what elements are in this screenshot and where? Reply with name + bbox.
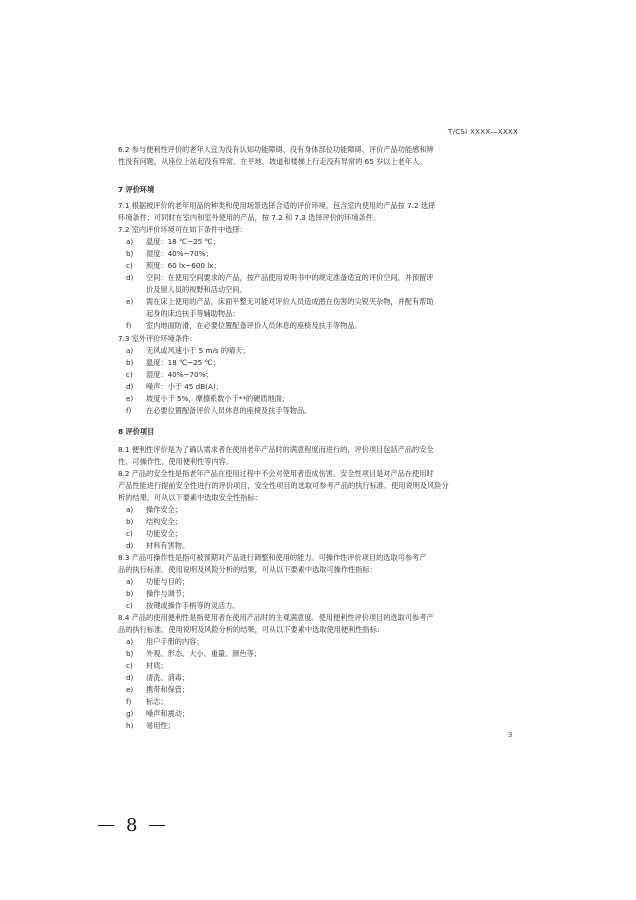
list-item <box>118 540 528 552</box>
text-line: 环境条件；可同时在室内和室外使用的产品，按 7.2 和 7.3 选择评价的环境条件。 <box>118 213 381 222</box>
list-text: 湿度：40%~70%； <box>146 370 213 379</box>
list-marker <box>126 284 140 296</box>
list-text: 在必要位置配备评价人员休息的座椅及扶手等物品。 <box>146 406 312 415</box>
list-marker: d) <box>126 382 134 391</box>
list-text: 清洗、消毒； <box>146 673 190 682</box>
list-marker: d) <box>126 273 134 282</box>
text-line: 8.2 产品的安全性是指老年产品在使用过程中不会对使用者造成伤害。安全性项目是对产品在使用时 <box>118 469 434 478</box>
list-marker: b) <box>126 358 134 367</box>
list-7-3 <box>118 345 528 417</box>
list-item <box>118 504 528 516</box>
text-line: 品的执行标准、使用说明及风险分析的结果，可从以下要素中选取使用便利性指标： <box>118 625 384 634</box>
list-item <box>118 308 528 320</box>
clause-8-3 <box>118 552 528 576</box>
list-item <box>118 369 528 381</box>
list-item <box>118 684 528 696</box>
list-item <box>118 320 528 332</box>
list-item <box>118 272 528 284</box>
list-marker: f) <box>126 321 132 330</box>
list-item <box>118 648 528 660</box>
list-marker: c) <box>126 261 133 270</box>
list-item <box>118 672 528 684</box>
list-text: 功能与目的； <box>146 577 190 586</box>
list-marker: d) <box>126 673 134 682</box>
document-code: T/CSI XXXX—XXXX <box>448 128 519 136</box>
list-marker: c) <box>126 529 133 538</box>
list-marker: a) <box>126 237 134 246</box>
list-text: 易用性； <box>146 721 175 730</box>
clause-7-3 <box>118 333 528 345</box>
list-text: 功能安全； <box>146 529 182 538</box>
list-text: 价及留人员的视野和活动空间。 <box>146 285 247 294</box>
list-marker: b) <box>126 249 134 258</box>
list-text: 温度：18 ℃~25 ℃； <box>146 358 220 367</box>
list-text: 材料有害物。 <box>146 541 190 550</box>
list-8-3 <box>118 576 528 612</box>
list-7-2 <box>118 236 528 332</box>
list-item <box>118 636 528 648</box>
list-marker: b) <box>126 649 134 658</box>
list-8-2 <box>118 504 528 552</box>
list-item <box>118 284 528 296</box>
list-marker: b) <box>126 589 134 598</box>
list-text: 携带和保管； <box>146 685 190 694</box>
text-line: 品的执行标准、使用说明及风险分析的结果，可从以下要素中选取可操作性指标： <box>118 565 377 574</box>
list-text: 标志； <box>146 697 168 706</box>
list-marker: d) <box>126 541 134 550</box>
list-marker: g) <box>126 709 134 718</box>
page-number: 3 <box>508 731 513 739</box>
list-text: 无风或风速小于 5 m/s 的晴天； <box>146 346 250 355</box>
list-text: 噪声和震动； <box>146 709 190 718</box>
clause-6-2 <box>118 144 528 168</box>
list-marker: f) <box>126 406 132 415</box>
list-text: 照度：60 lx~600 lx； <box>146 261 221 270</box>
list-item <box>118 696 528 708</box>
list-item <box>118 248 528 260</box>
text-line: 8.4 产品的使用便利性是指使用者在使用产品时的主观满意度。使用便利性评价项目的选取可参考产 <box>118 613 434 622</box>
text-line: 产品性能进行提前安全性进行的评价项目，安全性项目的选取可参考产品的执行标准、使用说明及风险分 <box>118 481 449 490</box>
list-text: 用户手册的内容； <box>146 637 204 646</box>
list-marker: c) <box>126 601 133 610</box>
text-line: 7.2 室内评价环境可在如下条件中选择： <box>118 225 247 234</box>
list-item <box>118 393 528 405</box>
list-item <box>118 260 528 272</box>
section-7 <box>118 178 528 202</box>
dash-decoration <box>149 825 165 827</box>
list-marker: e) <box>126 297 134 306</box>
list-text: 按键或操作手柄等的灵活力。 <box>146 601 240 610</box>
list-text: 室内地面防滑，在必要位置配备评价人员休息的座椅及扶手等物品。 <box>146 321 362 330</box>
list-text: 结构安全； <box>146 517 182 526</box>
list-item <box>118 381 528 393</box>
footer-page-label: 8 <box>126 815 138 836</box>
text-line: 析的结果，可从以下要素中选取安全性指标： <box>118 493 262 502</box>
list-marker: b) <box>126 517 134 526</box>
clause-8-1 <box>118 444 528 504</box>
clause-7-1 <box>118 200 528 236</box>
list-marker: e) <box>126 685 134 694</box>
list-text: 操作与调节； <box>146 589 190 598</box>
list-text: 坡度小于 5%，摩擦系数小于**的硬质地面； <box>146 394 290 403</box>
clause-8-4 <box>118 612 528 636</box>
list-item <box>118 296 528 308</box>
footer-page-number <box>98 815 165 836</box>
text-line: 性、可操作性、使用便利性等内容。 <box>118 457 234 466</box>
list-item <box>118 345 528 357</box>
list-8-4 <box>118 636 528 732</box>
list-item <box>118 720 528 732</box>
list-item <box>118 588 528 600</box>
section-8 <box>118 420 528 444</box>
list-item <box>118 600 528 612</box>
list-marker: e) <box>126 394 134 403</box>
list-marker: a) <box>126 577 134 586</box>
list-marker: a) <box>126 637 134 646</box>
text-line: 8.1 便利性评价是为了确认需求者在使用老年产品时的满意程度而进行的，评价项目包括产品的安全 <box>118 445 434 454</box>
list-item <box>118 708 528 720</box>
list-text: 空间：在使用空间要求的产品，按产品使用说明书中的规定准备适宜的评价空间，并预留评 <box>146 273 434 282</box>
list-marker: a) <box>126 346 134 355</box>
section-heading: 7 评价环境 <box>118 185 155 194</box>
list-text: 噪声：小于 45 dB(A)； <box>146 382 223 391</box>
text-line: 7.3 室外评价环境条件： <box>118 334 197 343</box>
list-marker: c) <box>126 661 133 670</box>
list-item <box>118 660 528 672</box>
text-line: 性没有问题，从座位上站起没有异常、在平地、坡道和楼梯上行走没有异常的 65 岁以上老年人。 <box>118 157 427 166</box>
list-marker: h) <box>126 721 134 730</box>
list-item <box>118 516 528 528</box>
dash-decoration <box>98 825 114 827</box>
section-heading: 8 评价项目 <box>118 427 155 436</box>
list-item <box>118 357 528 369</box>
list-item <box>118 405 528 417</box>
list-text: 起身的床边扶手等辅助物品； <box>146 309 240 318</box>
list-marker <box>126 308 140 320</box>
list-marker: f) <box>126 697 132 706</box>
list-item <box>118 528 528 540</box>
text-line: 7.1 根据被评价的老年用品的种类和使用场景选择合适的评价环境，包含室内使用的产品按 7.2 选择 <box>118 201 436 210</box>
list-text: 操作安全； <box>146 505 182 514</box>
list-text: 湿度：40%~70%； <box>146 249 213 258</box>
list-text: 材质； <box>146 661 168 670</box>
list-text: 外观、形态、大小、重量、颜色等； <box>146 649 262 658</box>
list-marker: a) <box>126 505 134 514</box>
list-text: 需在床上使用的产品，床面平整无可能对评价人员造成潜在伤害的尖锐夹杂物，并配有帮助 <box>146 297 434 306</box>
text-line: 6.2 参与便利性评价的老年人宜为没有认知功能障碍、没有身体部位功能障碍、评价产品功能感和辨 <box>118 145 434 154</box>
list-item <box>118 236 528 248</box>
list-text: 温度：18 ℃~25 ℃； <box>146 237 220 246</box>
list-marker: c) <box>126 370 133 379</box>
text-line: 8.3 产品可操作性是指可被预期对产品进行调整和使用的能力。可操作性评价项目的选取可参考产 <box>118 553 427 562</box>
list-item <box>118 576 528 588</box>
